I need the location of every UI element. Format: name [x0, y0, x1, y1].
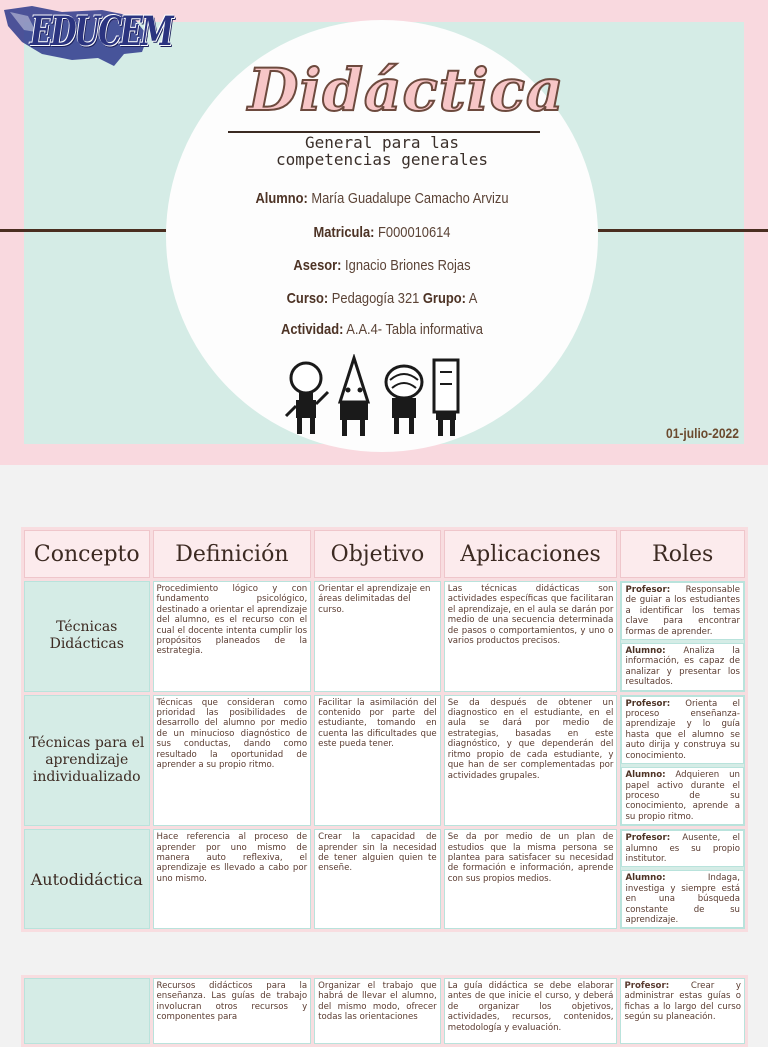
brain-character-icon	[386, 366, 422, 434]
role-student-text: Analiza la información, es capaz de analizar y presentar los resultados.	[625, 646, 740, 688]
advisor-line	[196, 257, 568, 274]
activity-line	[196, 321, 568, 338]
concept-cell: Técnicas Didácticas	[24, 581, 150, 692]
objective-cell: Orientar el aprendizaje en áreas delimitadas del curso.	[314, 581, 441, 692]
header-roles: Roles	[620, 530, 745, 578]
advisor-name: Ignacio Briones Rojas	[345, 257, 471, 274]
subtitle-line-1: General para las	[304, 133, 460, 152]
roles-cell	[620, 829, 745, 929]
pencil-character-icon	[340, 358, 368, 436]
header-applications: Aplicaciones	[444, 530, 618, 578]
role-teacher	[621, 696, 744, 764]
definition-cell: Hace referencia al proceso de aprender por uno mismo de manera auto reflexiva, el aprendizaje es llevado a cabo por uno mismo.	[153, 829, 312, 929]
header-concept: Concepto	[24, 530, 150, 578]
lightbulb-character-icon	[286, 363, 328, 434]
characters-illustration	[282, 354, 472, 442]
role-student	[621, 643, 744, 691]
group-value: A	[468, 290, 478, 307]
concept-cell	[24, 978, 150, 1044]
concept-cell: Autodidáctica	[24, 829, 150, 929]
divider-left	[0, 229, 166, 232]
concept-cell: Técnicas para el aprendizaje individualizado	[24, 695, 150, 826]
role-teacher	[621, 582, 744, 640]
book-character-icon	[434, 360, 458, 436]
course-line	[196, 290, 568, 307]
educem-logo	[2, 2, 172, 72]
role-student-label: Alumno:	[625, 770, 666, 781]
header-objective: Objetivo	[314, 530, 441, 578]
applications-cell: La guía didáctica se debe elaborar antes de que inicie el curso, y deberá de organizar los objetivos, actividades, recursos, contenidos, metodología y evaluación.	[444, 978, 618, 1044]
role-teacher-label: Profesor:	[625, 585, 671, 595]
objective-cell: Organizar el trabajo que habrá de llevar el alumno, del mismo modo, ofrecer todas las orientaciones	[314, 978, 441, 1044]
role-teacher-label: Profesor:	[625, 833, 671, 844]
role-teacher-label: Profesor:	[624, 981, 670, 991]
divider-right	[598, 229, 768, 232]
definition-cell: Recursos didácticos para la enseñanza. Las guías de trabajo involucran otros recursos y componentes para	[153, 978, 312, 1044]
role-student	[621, 767, 744, 825]
id-line	[196, 224, 568, 241]
subtitle-line-2: competencias generales	[276, 150, 488, 169]
role-teacher-text: Ausente, el alumno es su propio institutor.	[625, 833, 740, 864]
role-teacher-text: Orienta el proceso enseñanza-aprendizaje y lo guía hasta que el alumno se auto dirija y construya su conocimiento.	[625, 698, 740, 761]
course-label: Curso:	[286, 290, 329, 307]
table-row	[24, 978, 745, 1044]
objective-cell: Crear la capacidad de aprender sin la necesidad de tener alguien quien te enseñe.	[314, 829, 441, 929]
role-teacher	[621, 830, 744, 867]
applications-cell: Las técnicas didácticas son actividades específicas que facilitaran el aprendizaje, en el aula se darán por medio de una secuencia determinada de pasos o comportamientos, y uno o varios productos precisos.	[444, 581, 618, 692]
header-definition: Definición	[153, 530, 312, 578]
student-name: María Guadalupe Camacho Arvizu	[311, 190, 509, 207]
course-name: Pedagogía 321	[331, 290, 420, 307]
cover-page	[0, 0, 768, 465]
definition-cell: Técnicas que consideran como prioridad las posibilidades de desarrollo del alumno por medio de un minucioso diagnóstico de sus conductas, dando como resultado la oportunidad de aprender a su propio ritmo.	[153, 695, 312, 826]
role-student-label: Alumno:	[625, 873, 666, 884]
role-student-text: Adquieren un papel activo durante el proceso de su conocimiento, aprende a su propio ritmo.	[625, 770, 740, 822]
student-label: Alumno:	[255, 190, 308, 207]
info-table	[21, 527, 748, 932]
cover-subtitle	[232, 134, 532, 168]
student-id: F000010614	[378, 224, 451, 241]
applications-cell: Se da por medio de un plan de estudios que la misma persona se plantea para satisfacer su necesidad de formación e información, aprende con sus propios medios.	[444, 829, 618, 929]
definition-cell: Procedimiento lógico y con fundamento psicológico, destinado a orientar el aprendizaje del alumno, es el recurso con el cual el docente intenta cumplir los propósitos planeados de la estrategia.	[153, 581, 312, 692]
cover-title: Didáctica	[248, 56, 565, 124]
logo-text: EDUCEM	[30, 8, 172, 55]
group-label: Grupo:	[422, 290, 466, 307]
role-teacher-text: Responsable de guiar a los estudiantes a identificar los temas clave para encontrar formas de aprender.	[625, 585, 740, 637]
student-line	[196, 190, 568, 207]
role-teacher-label: Profesor:	[625, 698, 671, 709]
role-student	[621, 870, 744, 928]
role-student-label: Alumno:	[625, 646, 666, 657]
id-label: Matricula:	[313, 224, 375, 241]
roles-cell	[620, 978, 745, 1044]
table-header-row	[24, 530, 745, 578]
cover-date: 01-julio-2022	[666, 425, 739, 441]
table-row	[24, 695, 745, 826]
objective-cell: Facilitar la asimilación del contenido por parte del estudiante, tomando en cuenta las dificultades que este pueda tener.	[314, 695, 441, 826]
role-teacher-text: Crear y administrar estas guías o fichas a lo largo del curso según su planeación.	[624, 981, 741, 1023]
applications-cell: Se da después de obtener un diagnostico en el estudiante, en el aula se dará por medio de estrategias, basadas en este diagnóstico, y que dependerán del ritmo propio de cada estudiante, y que han de ser complementadas por actividades grupales.	[444, 695, 618, 826]
advisor-label: Asesor:	[293, 257, 342, 274]
table-row	[24, 581, 745, 692]
activity-name: A.A.4- Tabla informativa	[346, 321, 483, 338]
roles-cell	[620, 695, 745, 826]
info-table-continued	[21, 975, 748, 1047]
table-row	[24, 829, 745, 929]
activity-label: Actividad:	[281, 321, 344, 338]
roles-cell	[620, 581, 745, 692]
role-student-text: Indaga, investiga y siempre está en una búsqueda constante de su aprendizaje.	[625, 873, 740, 925]
